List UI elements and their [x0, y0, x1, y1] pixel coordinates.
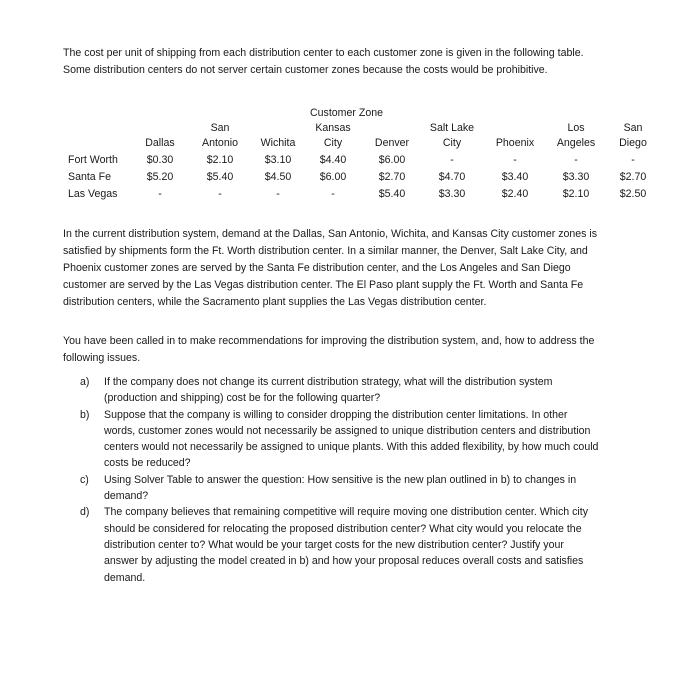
recommendation-paragraph: You have been called in to make recommendations for improving the distribution system, and, how to address the following issues. [63, 335, 595, 364]
col-header-line1: Los [567, 122, 585, 134]
col-header-line1: Kansas [315, 122, 351, 134]
table-cell: - [450, 154, 454, 166]
table-cell: $4.70 [438, 171, 466, 183]
table-cell: $5.40 [206, 171, 234, 183]
question-marker: d) [80, 506, 90, 519]
question-text: The company believes that remaining competitive will require moving one distribution center. Which city should be considered for relocating the proposed distribution center? What city would you relocate the distribution center to? What would be your target costs for the new distribution center? Justify your answer by adjusting the model created in b) and how your proposal reduces overall costs and satisfies demand. [104, 506, 589, 584]
question-text: Using Solver Table to answer the question: How sensitive is the new plan outlined in b) to changes in demand? [104, 473, 577, 503]
table-cell: $0.30 [146, 154, 174, 166]
table-cell: - [158, 188, 162, 200]
question-item [80, 504, 600, 585]
table-cell: $5.20 [146, 171, 174, 183]
table-cell: $4.50 [264, 171, 292, 183]
table-cell: - [631, 154, 635, 166]
row-label-santa-fe: Santa Fe [68, 171, 111, 183]
question-item [80, 374, 600, 407]
table-cell: - [331, 188, 335, 200]
col-header-line2: Dallas [145, 137, 175, 149]
intro-paragraph: The cost per unit of shipping from each distribution center to each customer zone is given in the following table. Some distribution centers do not server certain customer zones because the costs would be prohibitive. [63, 47, 584, 76]
table-cell: $2.70 [619, 171, 647, 183]
table-cell: $2.50 [619, 188, 647, 200]
question-marker: a) [80, 376, 90, 388]
table-cell: $2.40 [501, 188, 529, 200]
col-header-line2: City [323, 137, 343, 149]
col-header-line2: City [442, 137, 462, 149]
col-header-line2: Denver [374, 137, 410, 149]
question-item [80, 472, 600, 505]
col-header-line1: San [210, 122, 230, 134]
table-cell: - [574, 154, 578, 166]
table-cell: $3.10 [264, 154, 292, 166]
table-cell: - [513, 154, 517, 166]
table-cell: $6.00 [319, 171, 347, 183]
question-text: Suppose that the company is willing to consider dropping the distribution center limitations. In other words, customer zones would not necessarily be assigned to unique distribution centers and distribution centers would not necessarily be assigned to unique plants. With this added flexibility, by how much could costs be reduced? [104, 408, 599, 470]
distribution-paragraph: In the current distribution system, demand at the Dallas, San Antonio, Wichita, and Kansas City customer zones is satisfied by shipments form the Ft. Worth distribution center. In a similar manner, the Denver, Salt Lake City, and Phoenix customer zones are served by the Santa Fe distribution center, and the Los Angeles and San Diego customer are served by the Las Vegas distribution center. The El Paso plant supply the Ft. Worth and Santa Fe distribution centers, while the Sacramento plant supplies the Las Vegas distribution center. [63, 228, 598, 308]
col-header-line2: Angeles [556, 137, 596, 149]
table-cell: $3.30 [438, 188, 466, 200]
col-header-line1: Salt Lake [429, 122, 475, 134]
table-cell: $4.40 [319, 154, 347, 166]
col-header-line2: Diego [619, 137, 647, 149]
table-cell: $5.40 [378, 188, 406, 200]
col-header-line2: Wichita [260, 137, 296, 149]
table-cell: - [276, 188, 280, 200]
table-cell: $2.70 [378, 171, 406, 183]
question-item [80, 407, 600, 472]
table-cell: - [218, 188, 222, 200]
table-cell: $3.30 [562, 171, 590, 183]
col-header-line2: Phoenix [495, 137, 535, 149]
table-cell: $3.40 [501, 171, 529, 183]
row-label-las-vegas: Las Vegas [68, 188, 118, 200]
question-marker: b) [80, 408, 90, 421]
col-header-line2: Antonio [202, 137, 238, 149]
question-text: If the company does not change its current distribution strategy, what will the distribution system (production and shipping) cost be for the following quarter? [104, 376, 553, 405]
question-list [80, 374, 600, 586]
table-cell: $2.10 [206, 154, 234, 166]
question-marker: c) [80, 473, 89, 486]
table-cell: $2.10 [562, 188, 590, 200]
table-cell: $6.00 [378, 154, 406, 166]
row-label-fort-worth: Fort Worth [68, 154, 118, 166]
col-header-line1: San [623, 122, 643, 134]
table-group-header: Customer Zone [310, 107, 384, 119]
